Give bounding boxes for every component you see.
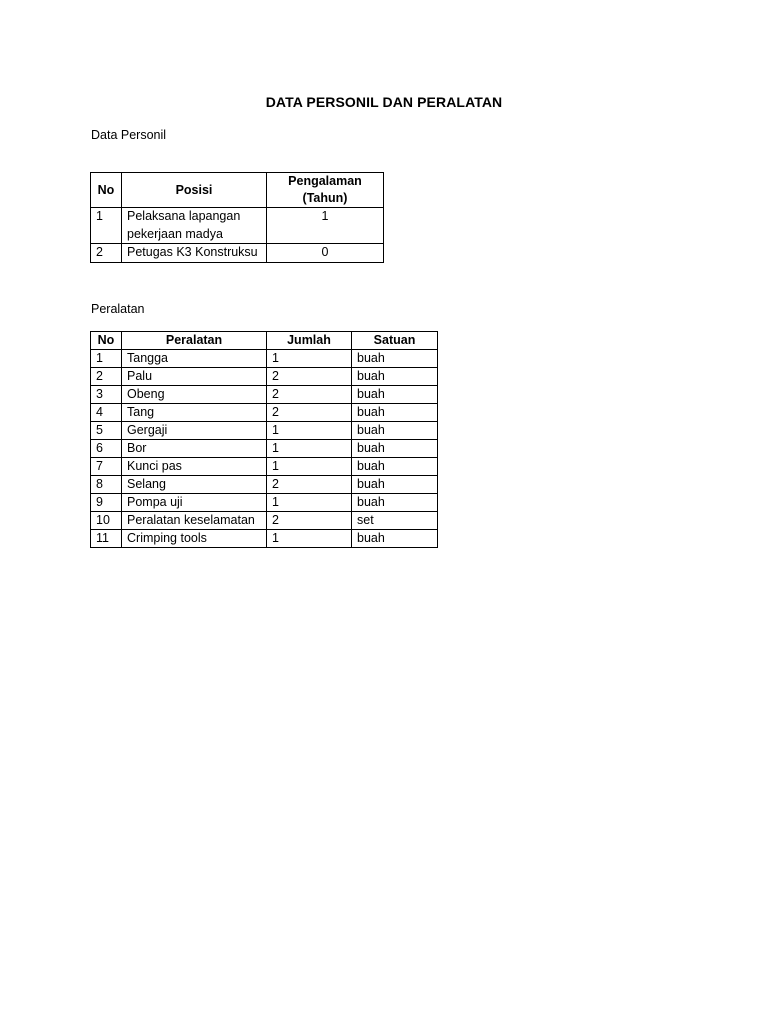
cell-satuan: set [352,512,438,530]
cell-no: 7 [91,458,122,476]
cell-jumlah: 2 [267,404,352,422]
table-row [91,440,438,458]
table-row [91,422,438,440]
cell-pengalaman: 1 [267,208,384,244]
cell-satuan: buah [352,494,438,512]
table-row [91,368,438,386]
cell-satuan: buah [352,422,438,440]
cell-peralatan: Palu [122,368,267,386]
cell-peralatan: Tang [122,404,267,422]
cell-satuan: buah [352,476,438,494]
cell-peralatan: Tangga [122,350,267,368]
cell-jumlah: 2 [267,368,352,386]
cell-peralatan: Crimping tools [122,530,267,548]
cell-no: 9 [91,494,122,512]
cell-pengalaman: 0 [267,244,384,263]
table-row [91,350,438,368]
cell-peralatan: Peralatan keselamatan [122,512,267,530]
cell-peralatan: Pompa uji [122,494,267,512]
cell-no: 2 [91,368,122,386]
header-satuan: Satuan [352,332,438,350]
cell-no: 3 [91,386,122,404]
cell-peralatan: Kunci pas [122,458,267,476]
cell-peralatan: Bor [122,440,267,458]
cell-jumlah: 1 [267,458,352,476]
table-row [91,244,384,263]
cell-peralatan: Obeng [122,386,267,404]
cell-no: 4 [91,404,122,422]
cell-no: 10 [91,512,122,530]
cell-jumlah: 1 [267,350,352,368]
cell-no: 8 [91,476,122,494]
peralatan-table [90,331,438,548]
cell-satuan: buah [352,368,438,386]
cell-satuan: buah [352,458,438,476]
header-jumlah: Jumlah [267,332,352,350]
personil-table [90,172,384,263]
cell-jumlah: 1 [267,440,352,458]
header-peralatan: Peralatan [122,332,267,350]
table-row [91,404,438,422]
header-no: No [91,173,122,208]
cell-satuan: buah [352,530,438,548]
table-row [91,494,438,512]
table-row [91,458,438,476]
cell-satuan: buah [352,386,438,404]
cell-jumlah: 1 [267,530,352,548]
cell-posisi: Pelaksana lapangan pekerjaan madya [122,208,267,244]
cell-satuan: buah [352,350,438,368]
cell-jumlah: 2 [267,512,352,530]
section-label-personil: Data Personil [91,128,167,142]
cell-jumlah: 1 [267,494,352,512]
cell-no: 2 [91,244,122,263]
table-row [91,530,438,548]
table-row [91,512,438,530]
header-posisi: Posisi [122,173,267,208]
table-row [91,476,438,494]
header-pengalaman: Pengalaman (Tahun) [267,173,384,208]
cell-no: 1 [91,350,122,368]
cell-satuan: buah [352,404,438,422]
cell-no: 6 [91,440,122,458]
cell-posisi: Petugas K3 Konstruksu [122,244,267,263]
cell-no: 1 [91,208,122,244]
document-title: DATA PERSONIL DAN PERALATAN [265,94,503,110]
header-no: No [91,332,122,350]
cell-jumlah: 2 [267,476,352,494]
table-row [91,208,384,244]
section-label-peralatan: Peralatan [91,302,145,316]
cell-no: 11 [91,530,122,548]
cell-jumlah: 1 [267,422,352,440]
peralatan-table-header [91,332,438,350]
cell-satuan: buah [352,440,438,458]
cell-peralatan: Selang [122,476,267,494]
cell-no: 5 [91,422,122,440]
cell-jumlah: 2 [267,386,352,404]
cell-peralatan: Gergaji [122,422,267,440]
personil-table-header [91,173,384,208]
table-row [91,386,438,404]
